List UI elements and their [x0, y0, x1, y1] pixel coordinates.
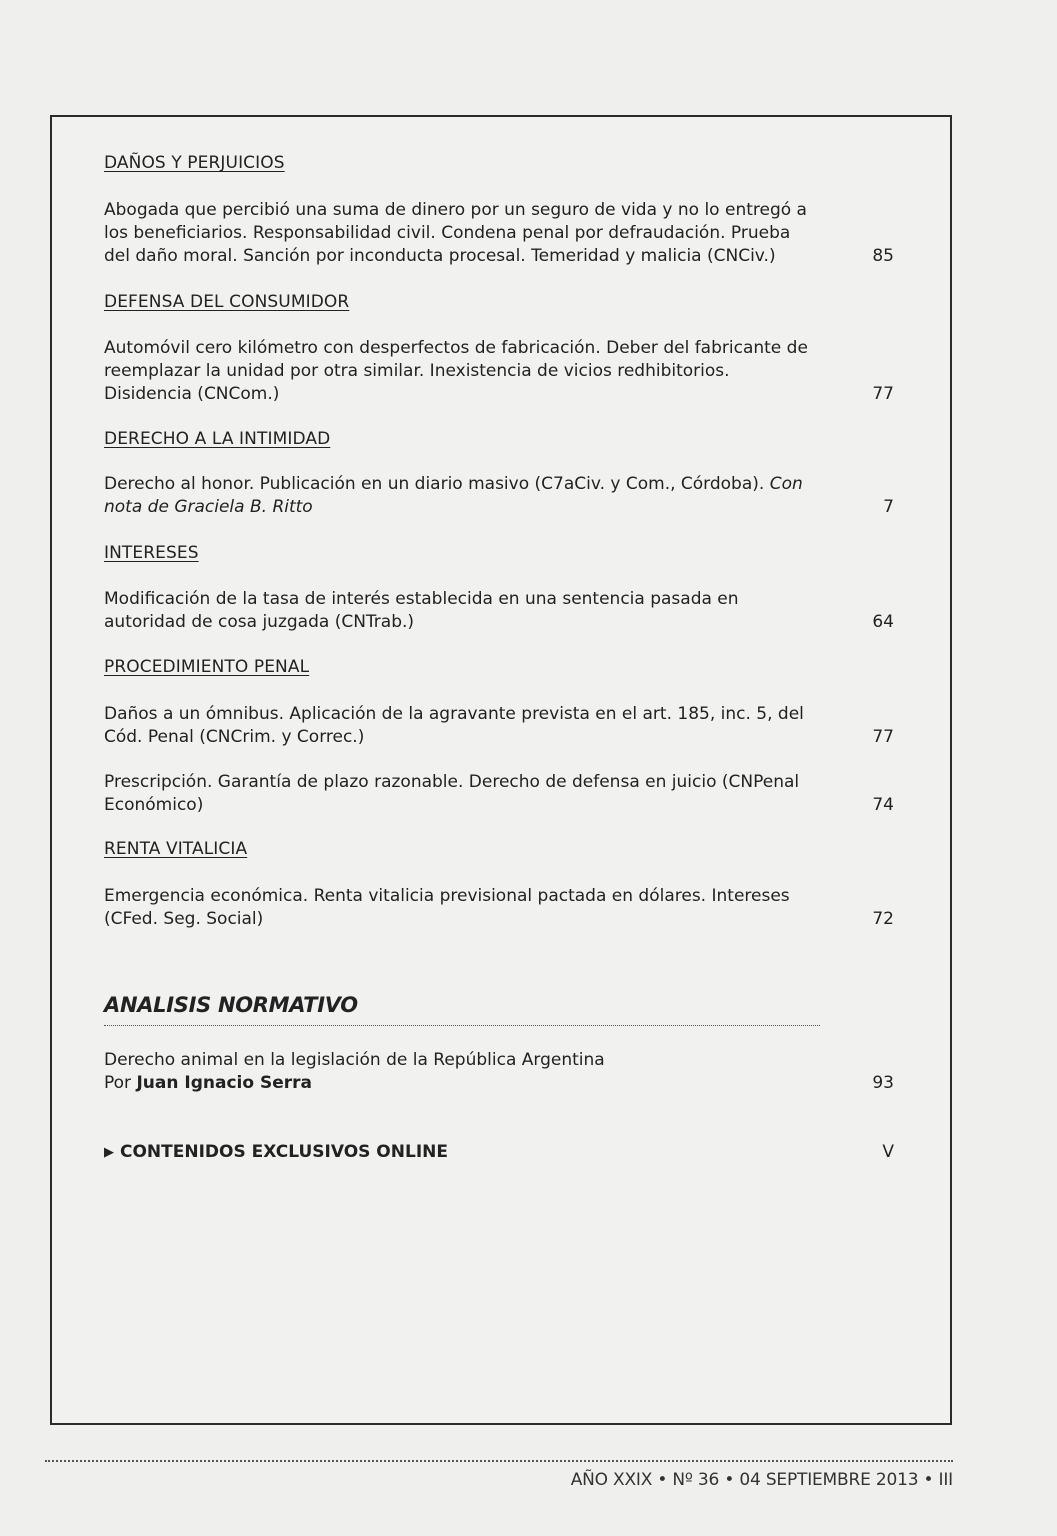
entry-byline — [104, 1072, 820, 1095]
entry-text: Modificación de la tasa de interés establecida en una sentencia pasada en autoridad de cosa juzgada (CNTrab.) — [104, 589, 739, 632]
entry-text: Abogada que percibió una suma de dinero por un seguro de vida y no lo entregó a los beneficiarios. Responsabilidad civil. Condena penal por defraudación. Prueba del daño moral. Sanción por inconducta procesal. Temeridad y malicia (CNCiv.) — [104, 200, 807, 266]
entry-page-number: 85 — [872, 246, 894, 266]
index-entry[interactable] — [104, 588, 894, 634]
online-label: CONTENIDOS EXCLUSIVOS ONLINE — [120, 1142, 448, 1162]
entry-title: Derecho animal en la legislación de la República Argentina — [104, 1050, 605, 1070]
index-entry[interactable] — [104, 885, 894, 931]
entry-page-number: 77 — [872, 384, 894, 404]
index-frame — [50, 115, 952, 1425]
entry-page-number: 7 — [883, 497, 894, 517]
index-entry-normativo[interactable] — [104, 1049, 894, 1095]
entry-text: Emergencia económica. Renta vitalicia previsional pactada en dólares. Intereses (CFed. Seg. Social) — [104, 886, 790, 929]
index-entry[interactable] — [104, 703, 894, 749]
entry-text: Daños a un ómnibus. Aplicación de la agravante prevista en el art. 185, inc. 5, del Cód. Penal (CNCrim. y Correc.) — [104, 704, 804, 747]
index-entry[interactable] — [104, 771, 894, 817]
entry-note: Con nota de Graciela B. Ritto — [104, 474, 803, 517]
footer-dotted-rule — [45, 1460, 953, 1462]
entry-text: Prescripción. Garantía de plazo razonable. Derecho de defensa en juicio (CNPenal Económico) — [104, 772, 800, 815]
section-heading-procedimiento: PROCEDIMIENTO PENAL — [104, 657, 310, 677]
section-heading-danos: DAÑOS Y PERJUICIOS — [104, 153, 285, 173]
entry-page-number: 77 — [872, 727, 894, 747]
byline-prefix: Por — [104, 1073, 132, 1093]
entry-page-number: 93 — [872, 1073, 894, 1093]
author-name: Juan Ignacio Serra — [136, 1073, 312, 1093]
entry-text — [104, 473, 820, 519]
entry-page-number: 64 — [872, 612, 894, 632]
index-entry[interactable] — [104, 337, 894, 406]
entry-text — [104, 1049, 820, 1095]
online-contents-link[interactable] — [104, 1140, 894, 1165]
page-footer: AÑO XXIX • Nº 36 • 04 SEPTIEMBRE 2013 • III — [570, 1470, 953, 1490]
index-entry[interactable] — [104, 199, 894, 268]
entry-page-number: 74 — [872, 795, 894, 815]
section-heading-consumidor: DEFENSA DEL CONSUMIDOR — [104, 292, 350, 312]
entry-page-number: V — [882, 1142, 894, 1162]
section-heading-intimidad: DERECHO A LA INTIMIDAD — [104, 429, 331, 449]
triangle-right-icon: ▶ — [104, 1145, 114, 1160]
entry-main-text: Derecho al honor. Publicación en un diario masivo (C7aCiv. y Com., Córdoba). — [104, 474, 765, 494]
entry-text: Automóvil cero kilómetro con desperfectos de fabricación. Deber del fabricante de reemplazar la unidad por otra similar. Inexistencia de vicios redhibitorios. Disidencia (CNCom.) — [104, 338, 808, 404]
analisis-normativo-title: ANALISIS NORMATIVO — [104, 993, 820, 1026]
section-heading-intereses: INTERESES — [104, 543, 199, 563]
section-heading-renta: RENTA VITALICIA — [104, 839, 248, 859]
index-entry[interactable] — [104, 473, 894, 519]
entry-page-number: 72 — [872, 909, 894, 929]
